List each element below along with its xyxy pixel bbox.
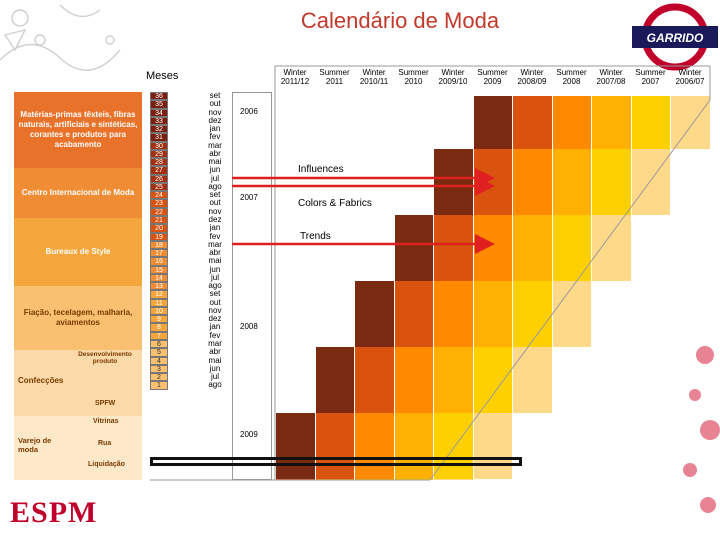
calendar-cell bbox=[632, 96, 672, 149]
season-header: Summer 2010 bbox=[398, 68, 429, 86]
calendar-cell bbox=[434, 347, 474, 413]
meses-label: Meses bbox=[146, 70, 179, 82]
season-header: Winter 2006/07 bbox=[675, 68, 705, 86]
month-number-cell: 10 bbox=[150, 307, 168, 315]
calendar-cell bbox=[355, 413, 395, 479]
month-number-cell: 33 bbox=[150, 117, 168, 125]
calendar-cell bbox=[553, 215, 593, 281]
month-number-cell: 31 bbox=[150, 133, 168, 141]
month-name-cell: dez bbox=[208, 314, 222, 324]
month-name-cell: mar bbox=[208, 140, 222, 150]
month-number-cell: 11 bbox=[150, 299, 168, 307]
varejo-label: Varejo de moda bbox=[18, 436, 52, 454]
month-number-cell: 23 bbox=[150, 199, 168, 207]
month-number-cell: 5 bbox=[150, 348, 168, 356]
month-number-cell: 15 bbox=[150, 266, 168, 274]
calendar-cell bbox=[632, 149, 672, 215]
month-number-cell: 16 bbox=[150, 257, 168, 265]
month-number-cell: 7 bbox=[150, 332, 168, 340]
month-name-cell: ago bbox=[208, 181, 222, 191]
month-name-cell: jul bbox=[210, 173, 219, 183]
espm-logo: ESPM bbox=[10, 496, 98, 529]
rua-label: Rua bbox=[98, 440, 112, 447]
month-number-cell: 14 bbox=[150, 274, 168, 282]
calendar-cell bbox=[434, 215, 474, 281]
month-number-cell: 22 bbox=[150, 208, 168, 216]
month-number-cell: 2 bbox=[150, 373, 168, 381]
calendar-cell bbox=[592, 215, 632, 281]
month-number-cell: 13 bbox=[150, 282, 168, 290]
trends-label: Trends bbox=[300, 231, 331, 242]
page-title: Calendário de Moda bbox=[300, 8, 500, 33]
year-column bbox=[232, 92, 272, 480]
month-number-cell: 24 bbox=[150, 191, 168, 199]
season-header: Summer 2008 bbox=[556, 68, 587, 86]
calendar-cell bbox=[316, 479, 356, 480]
calendar-cell bbox=[434, 149, 474, 215]
year-label-2006: 2006 bbox=[240, 107, 258, 116]
month-name-cell: mar bbox=[208, 338, 222, 348]
month-name-cell: ago bbox=[208, 380, 222, 390]
month-name-column bbox=[200, 92, 230, 390]
calendar-cell bbox=[434, 413, 474, 479]
calendar-cell bbox=[474, 413, 514, 479]
calendar-cell bbox=[316, 347, 356, 413]
left-category-block: Centro Internacional de Moda bbox=[14, 168, 142, 218]
month-number-cell: 1 bbox=[150, 381, 168, 389]
calendar-cell bbox=[513, 281, 553, 347]
month-name-cell: mai bbox=[208, 157, 222, 167]
colors-fabrics-label: Colors & Fabrics bbox=[298, 198, 372, 209]
month-name-cell: fev bbox=[209, 132, 221, 142]
calendar-cell bbox=[395, 413, 435, 479]
month-number-cell: 4 bbox=[150, 357, 168, 365]
calendar-cell bbox=[553, 149, 593, 215]
month-number-cell: 9 bbox=[150, 315, 168, 323]
month-number-cell: 30 bbox=[150, 142, 168, 150]
calendar-cell bbox=[513, 215, 553, 281]
calendar-cell bbox=[553, 96, 593, 149]
month-number-cell: 27 bbox=[150, 166, 168, 174]
calendar-cell bbox=[474, 281, 514, 347]
season-header: Winter 2010/11 bbox=[359, 68, 389, 86]
month-number-cell: 19 bbox=[150, 233, 168, 241]
month-name-cell: jun bbox=[209, 363, 221, 373]
month-name-cell: set bbox=[209, 190, 221, 200]
calendar-cell bbox=[474, 347, 514, 413]
desenvolvimento-label: Desenvolvimento produto bbox=[78, 351, 132, 365]
season-header: Winter 2008/09 bbox=[517, 68, 547, 86]
month-number-cell: 35 bbox=[150, 100, 168, 108]
season-header: Summer 2007 bbox=[635, 68, 666, 86]
month-number-column bbox=[150, 92, 168, 390]
month-name-cell: out bbox=[209, 297, 221, 307]
month-number-cell: 6 bbox=[150, 340, 168, 348]
confeccoes-label: Confecções bbox=[18, 376, 64, 385]
month-name-cell: mar bbox=[208, 239, 222, 249]
calendar-cell bbox=[395, 347, 435, 413]
month-name-cell: mai bbox=[208, 355, 222, 365]
calendar-cell bbox=[592, 149, 632, 215]
vitrinas-label: Vitrinas bbox=[93, 418, 119, 425]
month-name-cell: nov bbox=[208, 305, 222, 315]
month-number-cell: 25 bbox=[150, 183, 168, 191]
calendar-cell bbox=[474, 215, 514, 281]
month-name-cell: jan bbox=[209, 322, 221, 332]
month-name-cell: set bbox=[209, 289, 221, 299]
year-label-2008: 2008 bbox=[240, 322, 258, 331]
month-number-cell: 20 bbox=[150, 224, 168, 232]
month-name-cell: set bbox=[209, 91, 221, 100]
season-header: Summer 2011 bbox=[319, 68, 350, 86]
left-category-block: Bureaux de Style bbox=[14, 218, 142, 286]
month-number-cell: 29 bbox=[150, 150, 168, 158]
calendar-cell bbox=[474, 96, 514, 149]
month-name-cell: mai bbox=[208, 256, 222, 266]
month-name-cell: fev bbox=[209, 231, 221, 241]
calendar-cell bbox=[513, 149, 553, 215]
calendar-cell bbox=[671, 96, 711, 149]
month-name-cell: jan bbox=[209, 124, 221, 134]
month-name-cell: nov bbox=[208, 206, 222, 216]
month-number-cell: 32 bbox=[150, 125, 168, 133]
calendar-cell bbox=[553, 281, 593, 347]
calendar-cell bbox=[355, 281, 395, 347]
garrido-logo-text: GARRIDO bbox=[646, 31, 704, 45]
season-header: Winter 2011/12 bbox=[280, 68, 310, 86]
month-name-cell: ago bbox=[208, 281, 222, 291]
calendar-cell bbox=[434, 281, 474, 347]
calendar-cell bbox=[276, 413, 316, 479]
month-name-cell: nov bbox=[208, 107, 222, 117]
month-name-cell: fev bbox=[209, 330, 221, 340]
left-category-block: Matérias-primas têxteis, fibras naturais, artificiais e sintéticas, corantes e produtos para acabamento bbox=[14, 92, 142, 168]
calendar-cell bbox=[395, 281, 435, 347]
season-header: Winter 2007/08 bbox=[596, 68, 626, 86]
month-name-cell: jul bbox=[210, 272, 219, 282]
month-number-cell: 18 bbox=[150, 241, 168, 249]
month-number-cell: 28 bbox=[150, 158, 168, 166]
month-name-cell: jun bbox=[209, 165, 221, 175]
month-number-cell: 3 bbox=[150, 365, 168, 373]
season-header: Winter 2009/10 bbox=[438, 68, 468, 86]
month-name-cell: out bbox=[209, 99, 221, 109]
calendar-cell bbox=[513, 347, 553, 413]
month-number-cell: 17 bbox=[150, 249, 168, 257]
liquidacao-label: Liquidação bbox=[88, 461, 125, 468]
calendar-cell bbox=[316, 413, 356, 479]
month-number-cell: 26 bbox=[150, 175, 168, 183]
month-name-cell: dez bbox=[208, 214, 222, 224]
left-category-block: Fiação, tecelagem, malharia, aviamentos bbox=[14, 286, 142, 350]
month-name-cell: abr bbox=[209, 347, 221, 357]
current-month-highlight bbox=[150, 457, 522, 466]
month-number-cell: 21 bbox=[150, 216, 168, 224]
month-number-cell: 8 bbox=[150, 323, 168, 331]
month-name-cell: jun bbox=[209, 264, 221, 274]
calendar-cell bbox=[355, 347, 395, 413]
calendar-cell bbox=[395, 479, 435, 480]
month-name-cell: dez bbox=[208, 115, 222, 125]
month-name-cell: abr bbox=[209, 148, 221, 158]
calendar-cell bbox=[474, 149, 514, 215]
calendar-cell bbox=[276, 479, 316, 480]
season-header: Summer 2009 bbox=[477, 68, 508, 86]
year-label-2007: 2007 bbox=[240, 193, 258, 202]
year-label-2009: 2009 bbox=[240, 430, 258, 439]
spfw-label: SPFW bbox=[95, 400, 116, 407]
influences-label: Influences bbox=[298, 164, 344, 175]
month-name-cell: out bbox=[209, 198, 221, 208]
calendar-cell bbox=[513, 96, 553, 149]
month-name-cell: abr bbox=[209, 248, 221, 258]
month-name-cell: jul bbox=[210, 372, 219, 382]
garrido-logo bbox=[632, 2, 718, 72]
month-number-cell: 12 bbox=[150, 290, 168, 298]
calendar-cell bbox=[434, 479, 474, 480]
calendar-cell bbox=[395, 215, 435, 281]
calendar-cell bbox=[592, 96, 632, 149]
month-number-cell: 34 bbox=[150, 109, 168, 117]
month-number-cell: 36 bbox=[150, 92, 168, 100]
month-name-cell: jan bbox=[209, 223, 221, 233]
calendar-cell bbox=[355, 479, 395, 480]
